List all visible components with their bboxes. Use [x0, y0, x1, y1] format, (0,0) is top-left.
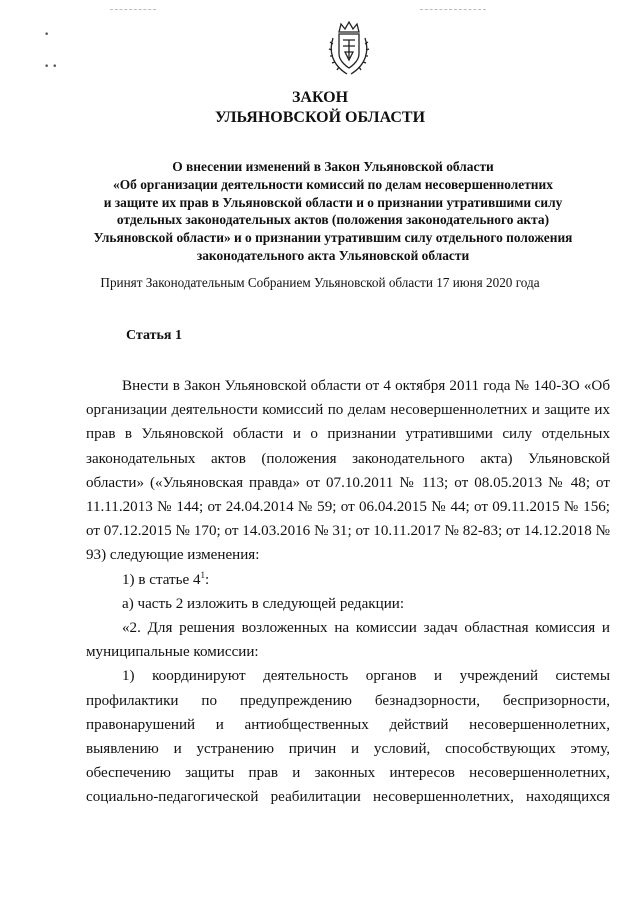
- subject-line: О внесении изменений в Закон Ульяновской области: [172, 159, 494, 174]
- superscript: 1: [200, 569, 206, 580]
- paragraph: а) часть 2 изложить в следующей редакции:: [122, 595, 405, 612]
- margin-mark: •: [44, 30, 50, 40]
- law-title: [0, 88, 640, 128]
- scan-artifact-line: [110, 9, 156, 10]
- paragraph: 1) координируют деятельность органов и учреждений системы профилактики по предупреждению безнадзорности, беспризорности, правонарушений и антиобщественных действий несовершеннолетних, выявлению и устранению причин и условий, способствующих этому, обеспечению защиты прав и законных интересов несовершеннолетних, социально-педагогической реабилитации несовершеннолетних, находящихся: [86, 668, 610, 806]
- paragraph: Внести в Закон Ульяновской области от 4 октября 2011 года № 140-ЗО «Об организации деятельности комиссий по делам несовершеннолетних и защите их прав в Ульяновской области и о признании утратившими силу отдельных законодательных актов (положения законодательного акта) Ульяновской области» («Ульяновская правда» от 07.10.2011 № 113; от 08.05.2013 № 48; от 11.11.2013 № 144; от 24.04.2014 № 59; от 06.04.2015 № 44; от 09.11.2015 № 156; от 07.12.2015 № 170; от 14.03.2016 № 31; от 10.11.2017 № 82-83; от 14.12.2018 № 93) следующие изменения:: [86, 378, 610, 564]
- scan-artifact-line: [420, 9, 486, 10]
- subject-line: отдельных законодательных актов (положения законодательного акта): [116, 212, 550, 228]
- article-heading: Статья 1: [126, 328, 182, 343]
- subject-line: и защите их прав в Ульяновской области и о признании утратившими силу: [103, 194, 563, 210]
- paragraph-text: 1) в статье 4: [122, 571, 201, 588]
- ulyanovsk-coat-of-arms-icon: [327, 18, 371, 78]
- paragraph: «2. Для решения возложенных на комиссии задач областная комиссия и муниципальные комиссии:: [86, 620, 610, 661]
- subject-line: законодательного акта Ульяновской области: [196, 247, 470, 263]
- subject-line: Ульяновской области» и о признании утратившим силу отдельного положения: [93, 230, 573, 246]
- adoption-note: Принят Законодательным Собранием Ульяновской области 17 июня 2020 года: [100, 275, 540, 290]
- subject-line: «Об организации деятельности комиссий по делам несовершеннолетних: [113, 176, 553, 192]
- law-label: ЗАКОН: [291, 89, 349, 106]
- paragraph-text: :: [205, 571, 210, 588]
- article-body: [86, 374, 610, 810]
- region-label: УЛЬЯНОВСКОЙ ОБЛАСТИ: [214, 109, 426, 126]
- margin-mark: • •: [44, 62, 58, 72]
- law-subject: [88, 158, 578, 265]
- paragraph: [86, 568, 610, 592]
